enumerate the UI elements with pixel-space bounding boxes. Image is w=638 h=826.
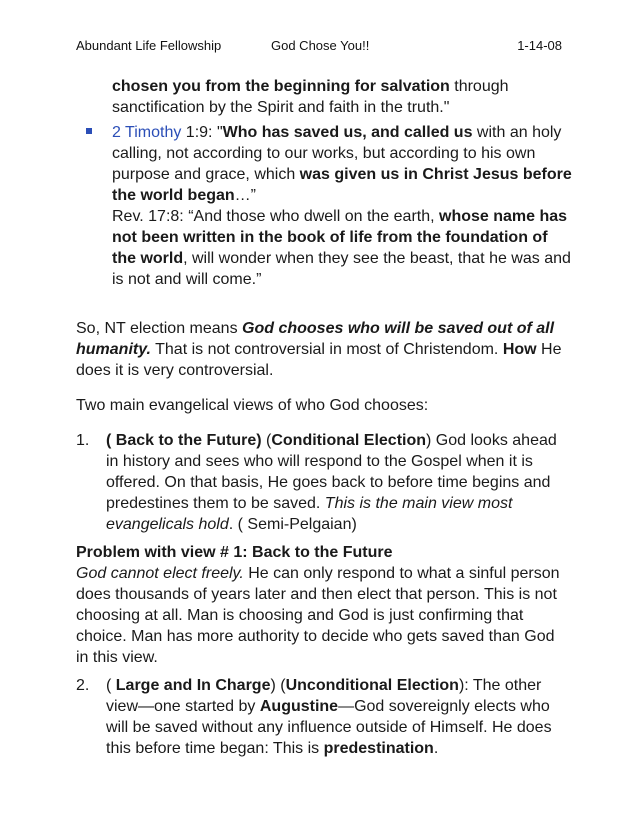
- list-item-view-1: ( Back to the Future) (Conditional Election) God looks ahead in history and sees who will respond to the Gospel when it is offered. On that basis, He goes back to before time begins and predestines them to be saved. This is the main view most evangelicals hold. ( Semi-Pelgaian): [106, 432, 557, 533]
- list-number-2: 2.: [76, 677, 90, 694]
- scripture-revelation: Rev. 17:8: “And those who dwell on the earth, whose name has not been written in the book of life from the foundation of the world, will wonder when they see the beast, that he was and is not and will come.”: [112, 208, 571, 288]
- paragraph-election: So, NT election means God chooses who will be saved out of all humanity. That is not controversial in most of Christendom. How He does it is very controversial.: [76, 320, 562, 379]
- bullet-square-icon: [86, 128, 92, 134]
- header-title: God Chose You!!: [271, 38, 370, 53]
- scripture-continuation: chosen you from the beginning for salvation through sanctification by the Spirit and faith in the truth.": [112, 78, 509, 116]
- problem-section: Problem with view # 1: Back to the Future God cannot elect freely. He can only respond to what a sinful person does thousands of years later and then elect that person. This is not choosing at all. Man is choosing and God is just confirming that choice. Man has more authority to decide who gets saved than God in this view.: [76, 542, 566, 668]
- page-header: [76, 38, 562, 54]
- scripture-2-timothy: 2 Timothy 1:9: "Who has saved us, and called us with an holy calling, not according to our works, but according to his own purpose and grace, which was given us in Christ Jesus before the world began…”: [112, 124, 572, 204]
- scripture-link[interactable]: 2 Timothy: [112, 124, 182, 141]
- list-number-1: 1.: [76, 432, 90, 449]
- problem-heading: Problem with view # 1: Back to the Future: [76, 544, 393, 561]
- bold-phrase: chosen you from the beginning for salvation: [112, 78, 450, 95]
- header-date: 1-14-08: [517, 38, 562, 53]
- header-organization: Abundant Life Fellowship: [76, 38, 222, 53]
- list-item-view-2: ( Large and In Charge) (Unconditional Election): The other view—one started by Augustine—God sovereignly elects who will be saved without any influence outside of Himself. He does this before time began: This is predestination.: [106, 677, 552, 757]
- paragraph-two-views: Two main evangelical views of who God chooses:: [76, 397, 429, 414]
